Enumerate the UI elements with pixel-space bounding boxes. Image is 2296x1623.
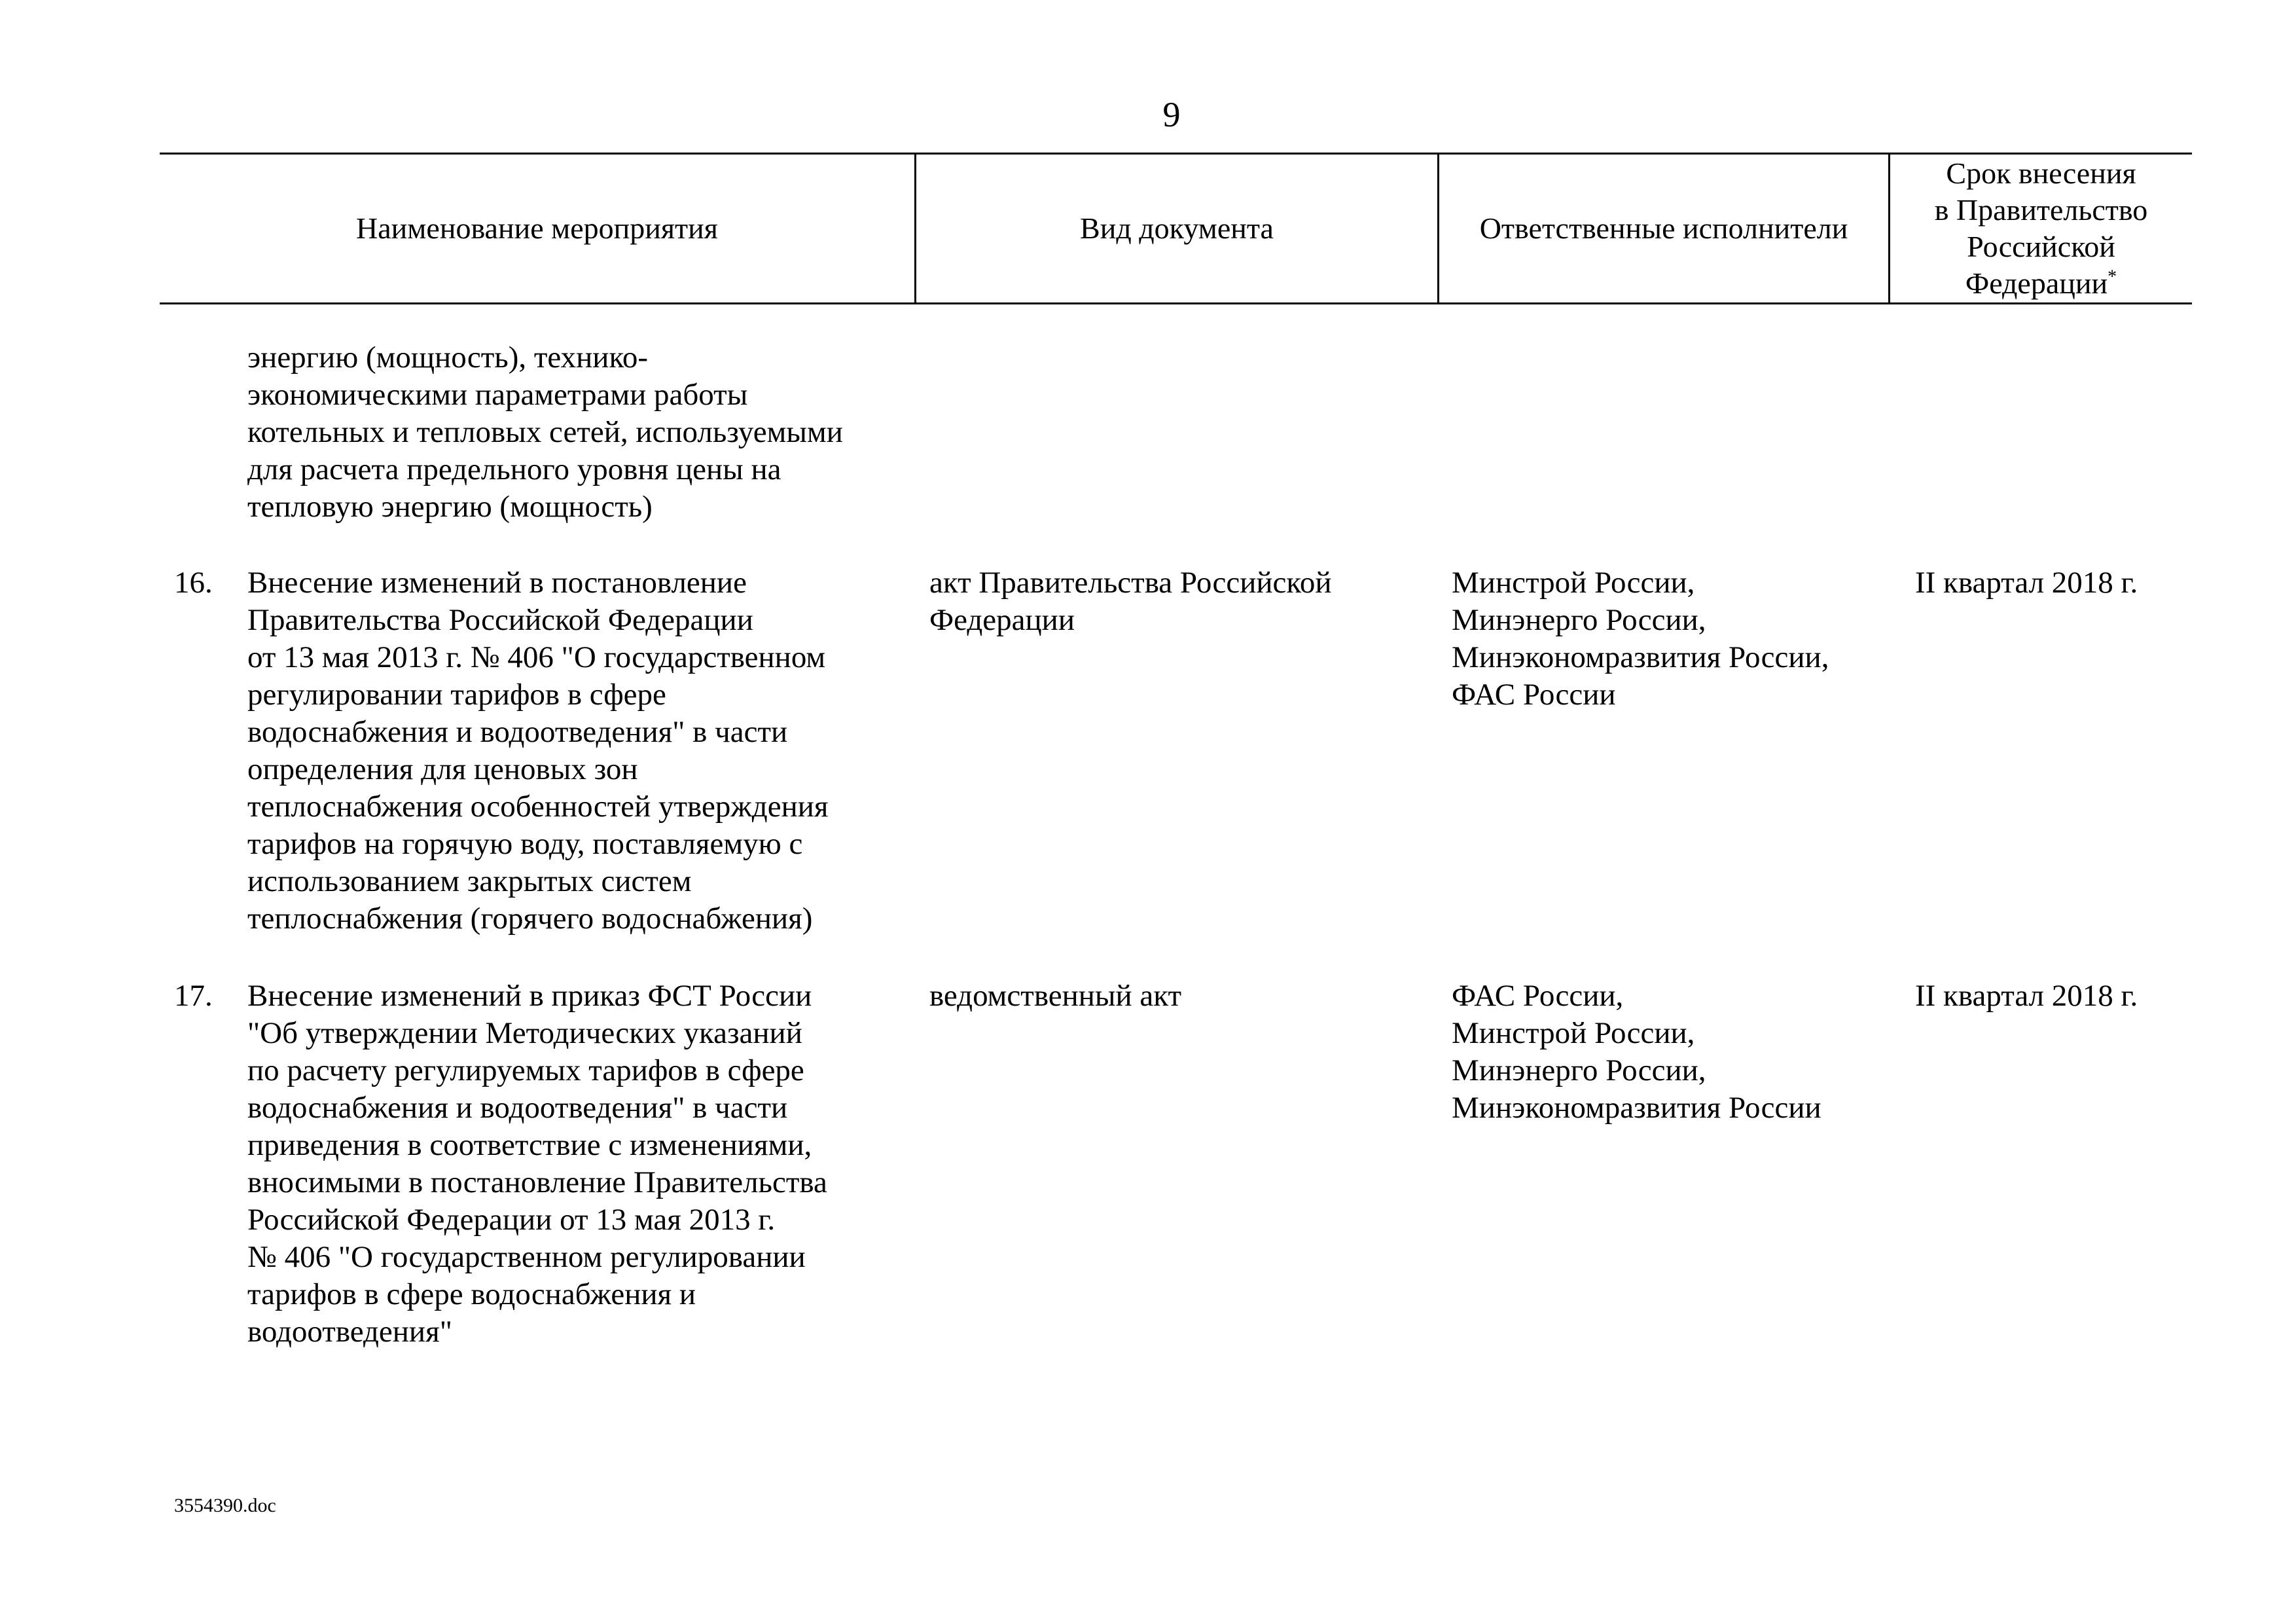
text-line: Минэнерго России, — [1452, 1053, 1706, 1087]
footnote-mark: * — [2108, 266, 2117, 287]
table-header — [160, 153, 2192, 304]
text-line: энергию (мощность), технико- — [247, 340, 649, 374]
text-line: использованием закрытых систем — [247, 864, 692, 898]
header-deadline-line: в Правительство — [1934, 193, 2148, 227]
text-line: теплоснабжения (горячего водоснабжения) — [247, 902, 813, 936]
header-document-type-column: Вид документа — [1080, 211, 1274, 245]
text-line: ведомственный акт — [929, 979, 1181, 1013]
text-line: котельных и тепловых сетей, используемыми — [247, 415, 843, 449]
text-line: регулировании тарифов в сфере — [247, 678, 666, 712]
text-line: по расчету регулируемых тарифов в сфере — [247, 1053, 804, 1087]
text-line: водоотведения" — [247, 1315, 452, 1349]
text-line: водоснабжения и водоотведения" в части — [247, 715, 788, 749]
text-line: Внесение изменений в приказ ФСТ России — [247, 979, 812, 1013]
text-line: Минстрой России, — [1452, 566, 1695, 600]
text-line: "Об утверждении Методических указаний — [247, 1016, 802, 1050]
row-17-document-type — [929, 977, 1181, 1015]
text-line: вносимыми в постановление Правительства — [247, 1165, 827, 1199]
header-deadline-column — [1890, 155, 2192, 302]
row-16-name — [247, 564, 829, 938]
header-responsible-column: Ответственные исполнители — [1479, 211, 1848, 245]
continuation-text — [247, 339, 843, 526]
text-line: тарифов на горячую воду, поставляемую с — [247, 827, 803, 861]
row-17-name — [247, 977, 827, 1351]
text-line: Минэкономразвития России — [1452, 1091, 1821, 1125]
page-number: 9 — [1162, 95, 1181, 134]
text-line: Федерации — [929, 603, 1075, 637]
row-17-deadline: II квартал 2018 г. — [1915, 979, 2138, 1013]
header-deadline-line: Российской — [1967, 230, 2115, 263]
row-16-responsible — [1452, 564, 1829, 714]
row-17-number: 17. — [174, 979, 213, 1013]
text-line: ФАС России, — [1452, 979, 1624, 1013]
row-16-number: 16. — [174, 566, 213, 600]
text-line: Внесение изменений в постановление — [247, 566, 747, 600]
text-line: от 13 мая 2013 г. № 406 "О государственном — [247, 640, 826, 674]
text-line: акт Правительства Российской — [929, 566, 1332, 600]
text-line: Минстрой России, — [1452, 1016, 1695, 1050]
header-deadline-line-text: Федерации — [1965, 266, 2108, 300]
text-line: приведения в соответствие с изменениями, — [247, 1128, 812, 1162]
document-id: 3554390.doc — [174, 1495, 276, 1516]
text-line: тепловую энергию (мощность) — [247, 490, 653, 524]
text-line: экономическими параметрами работы — [247, 378, 748, 412]
text-line: Минэнерго России, — [1452, 603, 1706, 637]
header-deadline-line — [1965, 265, 2117, 302]
text-line: ФАС России — [1452, 678, 1616, 712]
text-line: водоснабжения и водоотведения" в части — [247, 1091, 788, 1125]
text-line: Российской Федерации от 13 мая 2013 г. — [247, 1203, 776, 1237]
header-deadline-line: Срок внесения — [1946, 156, 2136, 190]
row-16-deadline: II квартал 2018 г. — [1915, 566, 2138, 600]
text-line: для расчета предельного уровня цены на — [247, 452, 781, 486]
text-line: теплоснабжения особенностей утверждения — [247, 790, 829, 824]
header-name-column: Наименование мероприятия — [356, 211, 718, 245]
row-17-responsible — [1452, 977, 1821, 1127]
text-line: определения для ценовых зон — [247, 752, 638, 786]
text-line: тарифов в сфере водоснабжения и — [247, 1277, 696, 1311]
text-line: Правительства Российской Федерации — [247, 603, 753, 637]
row-16-document-type — [929, 564, 1332, 639]
text-line: Минэкономразвития России, — [1452, 640, 1829, 674]
text-line: № 406 "О государственном регулировании — [247, 1240, 806, 1274]
